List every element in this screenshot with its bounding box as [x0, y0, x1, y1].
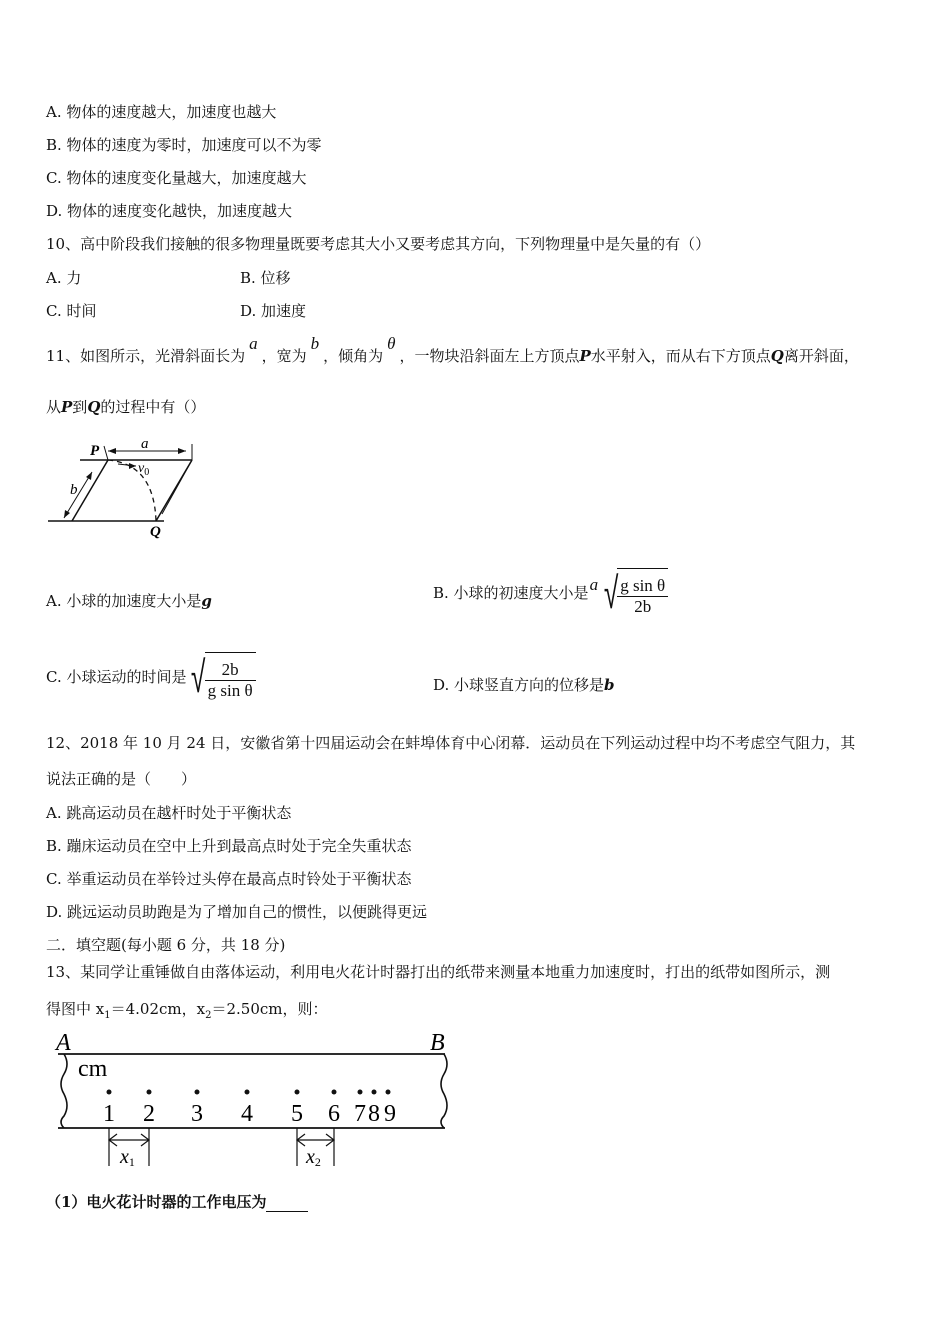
tape-dot: [195, 1090, 200, 1095]
q10-option-a: A. 力: [46, 269, 82, 287]
tape-dot: [245, 1090, 250, 1095]
fig-label-q: Q: [150, 524, 161, 540]
fig-label-p: P: [90, 443, 100, 459]
q9-option-b: B. 物体的速度为零时，加速度可以不为零: [46, 136, 322, 154]
tape-dot: [107, 1090, 112, 1095]
tape-unit: cm: [78, 1056, 108, 1082]
q9-option-d: D. 物体的速度变化越快，加速度越大: [46, 202, 293, 220]
q13-sub1: （1）电火花计时器的工作电压为: [46, 1192, 308, 1212]
q10-option-b: B. 位移: [240, 269, 291, 287]
var-a: a: [249, 334, 258, 353]
var-b: b: [310, 334, 320, 353]
tape-point-label: 5: [291, 1101, 303, 1127]
sqrt-expression: √ $\frac{2b}{\text{g sin θ}}$: [186, 652, 255, 704]
sqrt-expression: √ $\frac{\text{g sin θ}}{2b}$: [599, 568, 668, 620]
tape-label-x2: x2: [306, 1146, 321, 1169]
tape-label-x1: x1: [120, 1146, 135, 1169]
q11-stem: 11、如图所示，光滑斜面长为a，宽为b，倾角为θ，一物块沿斜面左上方顶点P水平射入，而从右下方顶点Q离开斜面，: [46, 334, 859, 365]
tape-dot: [372, 1090, 377, 1095]
q12-option-a: A. 跳高运动员在越杆时处于平衡状态: [46, 804, 292, 822]
tape-point-label: 3: [191, 1101, 203, 1127]
tape-point-label: 6: [328, 1101, 340, 1127]
tape-dot: [332, 1090, 337, 1095]
tape-point-label: 9: [384, 1101, 396, 1127]
tape-figure: [50, 1026, 460, 1171]
tape-label-a: A: [56, 1030, 71, 1056]
tape-point-label: 8: [368, 1101, 380, 1127]
q12-stem-line2: 说法正确的是（ ）: [46, 770, 197, 788]
q10-option-d: D. 加速度: [240, 302, 307, 320]
q10-option-c: C. 时间: [46, 302, 97, 320]
q12-stem: 12、2018 年 10 月 24 日，安徽省第十四届运动会在蚌埠体育中心闭幕．运动员在下列运动过程中均不考虑空气阻力，其: [46, 734, 856, 752]
fig-label-b: b: [70, 482, 78, 498]
q9-option-a: A. 物体的速度越大，加速度也越大: [46, 103, 277, 121]
section-heading: 二．填空题(每小题 6 分，共 18 分): [46, 936, 286, 954]
tape-dot: [386, 1090, 391, 1095]
tape-dot: [295, 1090, 300, 1095]
tape-dot: [147, 1090, 152, 1095]
tape-point-label: 2: [143, 1101, 155, 1127]
q12-option-d: D. 跳远运动员助跑是为了增加自己的惯性，以便跳得更远: [46, 903, 428, 921]
q13-stem-line2: 得图中 $x_1=4.02cm$，$x_2=2.50cm$，则：: [46, 1000, 328, 1021]
incline-figure: [44, 436, 214, 556]
q12-option-c: C. 举重运动员在举铃过头停在最高点时铃处于平衡状态: [46, 870, 412, 888]
q11-option-a: A. 小球的加速度大小是g: [46, 592, 212, 610]
q11-stem-line2: 从P到Q的过程中有（）: [46, 398, 206, 416]
tape-dot: [358, 1090, 363, 1095]
tape-dots: [107, 1090, 391, 1095]
q13-stem: 13、某同学让重锤做自由落体运动，利用电火花计时器打出的纸带来测量本地重力加速度时，打出的纸带如图所示，测: [46, 963, 831, 981]
q9-option-c: C. 物体的速度变化量越大，加速度越大: [46, 169, 307, 187]
q11-option-c: C. 小球运动的时间是 √ $\frac{2b}{\text{g sin θ}}$: [46, 652, 256, 708]
fig-label-a: a: [141, 436, 149, 452]
q10-stem: 10、高中阶段我们接触的很多物理量既要考虑其大小又要考虑其方向，下列物理量中是矢量的有（）: [46, 235, 711, 253]
var-theta: θ: [387, 334, 396, 353]
q11-option-d: D. 小球竖直方向的位移是b: [433, 676, 615, 694]
tape-label-b: B: [430, 1030, 445, 1056]
answer-blank[interactable]: [266, 1197, 308, 1212]
q11-option-b: B. 小球的初速度大小是a √ $\frac{\text{g sin θ}}{2b}$: [433, 568, 668, 624]
tape-point-label: 4: [241, 1101, 253, 1127]
fig-label-v0: $v_0$: [138, 461, 150, 478]
tape-point-label: 7: [354, 1101, 366, 1127]
tape-point-label: 1: [103, 1101, 115, 1127]
q12-option-b: B. 蹦床运动员在空中上升到最高点时处于完全失重状态: [46, 837, 412, 855]
